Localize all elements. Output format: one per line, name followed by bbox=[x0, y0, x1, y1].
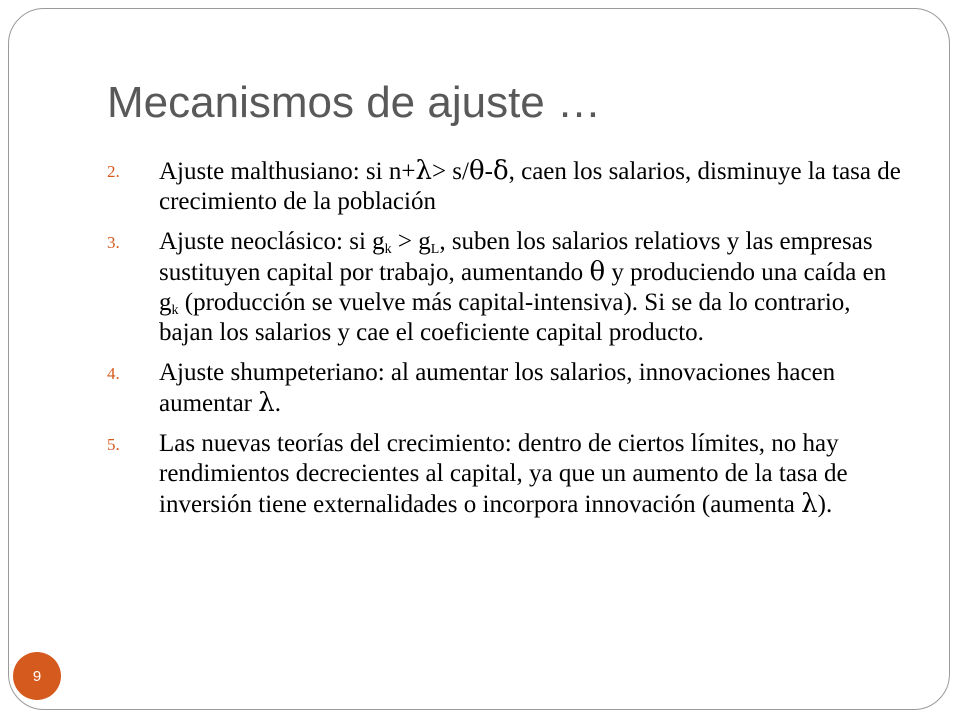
list-item-number: 3. bbox=[107, 233, 120, 252]
slide-title: Mecanismos de ajuste … bbox=[107, 78, 601, 127]
list-item-schumpeterian bbox=[107, 358, 907, 419]
item-text: , suben los salarios relatiovs y las empresas sustituyen capital por trabajo, aumentando bbox=[159, 228, 873, 286]
subscript: L bbox=[430, 242, 440, 257]
lambda-symbol: λ bbox=[415, 156, 432, 186]
theta-symbol: θ bbox=[468, 156, 485, 186]
lambda-symbol: λ bbox=[801, 489, 818, 519]
item-text: ). bbox=[817, 491, 833, 518]
theta-symbol: θ bbox=[589, 257, 606, 287]
adjustment-mechanisms-list bbox=[107, 156, 907, 530]
item-text: , caen los salarios, disminuye la tasa de crecimiento de la población bbox=[159, 158, 901, 215]
subscript: k bbox=[171, 303, 179, 318]
list-item-new-growth-theories bbox=[107, 429, 907, 520]
item-text: Ajuste shumpeteriano: al aumentar los salarios, innovaciones hacen aumentar bbox=[159, 359, 836, 417]
item-text: y produciendo una caída en g bbox=[159, 259, 887, 316]
delta-symbol: δ bbox=[492, 156, 509, 186]
subscript: k bbox=[384, 242, 392, 257]
list-item-malthusian bbox=[107, 156, 907, 217]
item-text: > s/ bbox=[431, 158, 469, 185]
list-item-number: 4. bbox=[107, 364, 120, 383]
item-text: . bbox=[274, 390, 281, 417]
item-text: Ajuste neoclásico: si g bbox=[159, 228, 385, 255]
item-text: - bbox=[484, 158, 493, 185]
list-item-number: 2. bbox=[107, 162, 120, 181]
item-text: > g bbox=[391, 228, 431, 255]
item-text: Ajuste malthusiano: si n+ bbox=[159, 158, 416, 185]
lambda-symbol: λ bbox=[258, 388, 275, 418]
page-number-badge: 9 bbox=[13, 652, 61, 700]
list-item-neoclassical bbox=[107, 227, 907, 348]
list-item-number: 5. bbox=[107, 435, 120, 454]
item-text: Las nuevas teorías del crecimiento: dentro de ciertos límites, no hay rendimientos decrecientes al capital, ya que un aumento de la tasa de inversión tiene externalidades o incorpora innovación (aumenta bbox=[159, 430, 848, 518]
item-text: (producción se vuelve más capital-intensiva). Si se da lo contrario, bajan los salarios y cae el coeficiente capital producto. bbox=[159, 289, 851, 346]
